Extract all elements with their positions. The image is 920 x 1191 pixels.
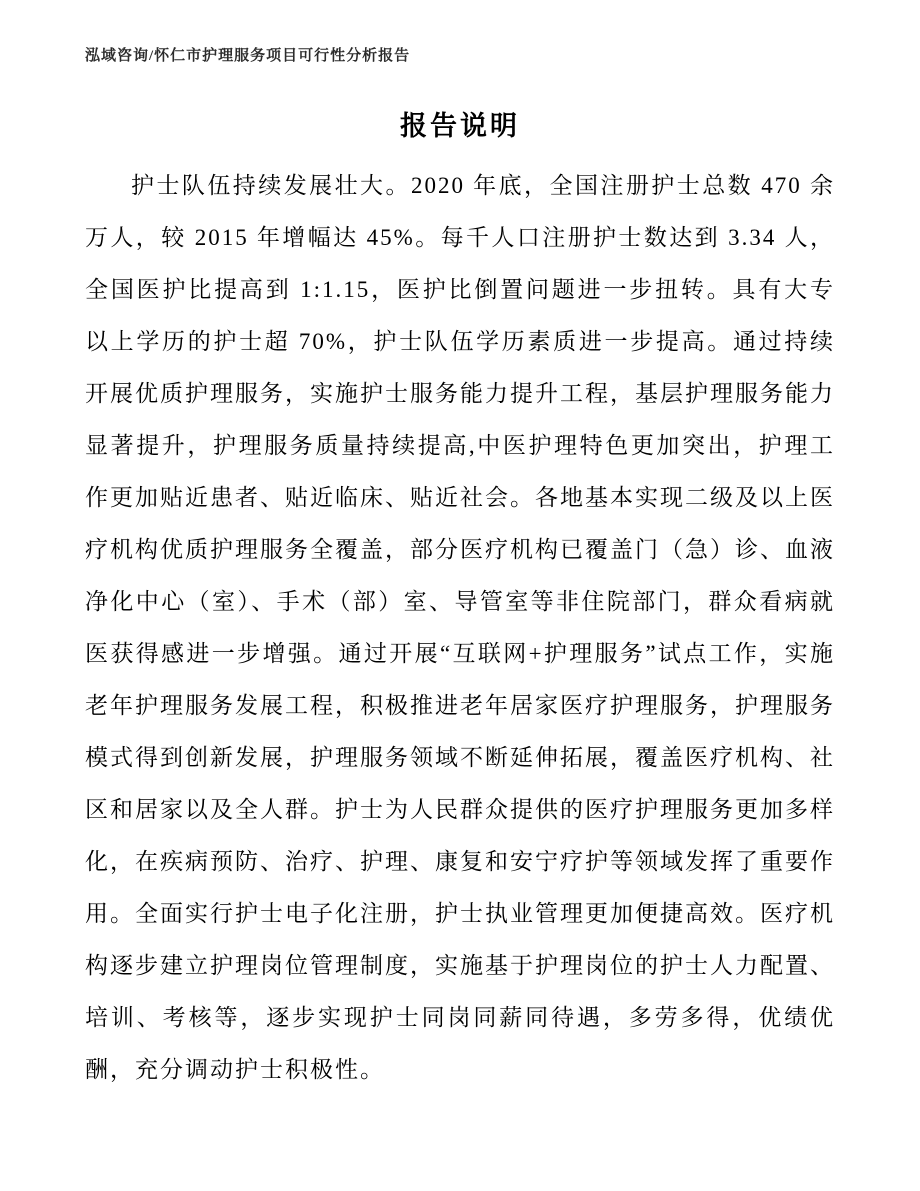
body-paragraph: 护士队伍持续发展壮大。2020 年底，全国注册护士总数 470 余万人，较 2015 年增幅达 45%。每千人口注册护士数达到 3.34 人，全国医护比提高到 1:1.15，医护比倒置问题进一步扭转。具有大专以上学历的护士超 70%，护士队伍学历素质进一步提高。通过持续开展优质护理服务，实施护士服务能力提升工程，基层护理服务能力显著提升，护理服务质量持续提高,中医护理特色更加突出，护理工作更加贴近患者、贴近临床、贴近社会。各地基本实现二级及以上医疗机构优质护理服务全覆盖，部分医疗机构已覆盖门（急）诊、血液净化中心（室）、手术（部）室、导管室等非住院部门，群众看病就医获得感进一步增强。通过开展“互联网+护理服务”试点工作，实施老年护理服务发展工程，积极推进老年居家医疗护理服务，护理服务模式得到创新发展，护理服务领域不断延伸拓展，覆盖医疗机构、社区和居家以及全人群。护士为人民群众提供的医疗护理服务更加多样化，在疾病预防、治疗、护理、康复和安宁疗护等领域发挥了重要作用。全面实行护士电子化注册，护士执业管理更加便捷高效。医疗机构逐步建立护理岗位管理制度，实施基于护理岗位的护士人力配置、培训、考核等，逐步实现护士同岗同薪同待遇，多劳多得，优绩优酬，充分调动护士积极性。 <box>85 173 835 1082</box>
document-header: 泓域咨询/怀仁市护理服务项目可行性分析报告 <box>85 48 411 64</box>
page-title: 报告说明 <box>400 111 520 141</box>
